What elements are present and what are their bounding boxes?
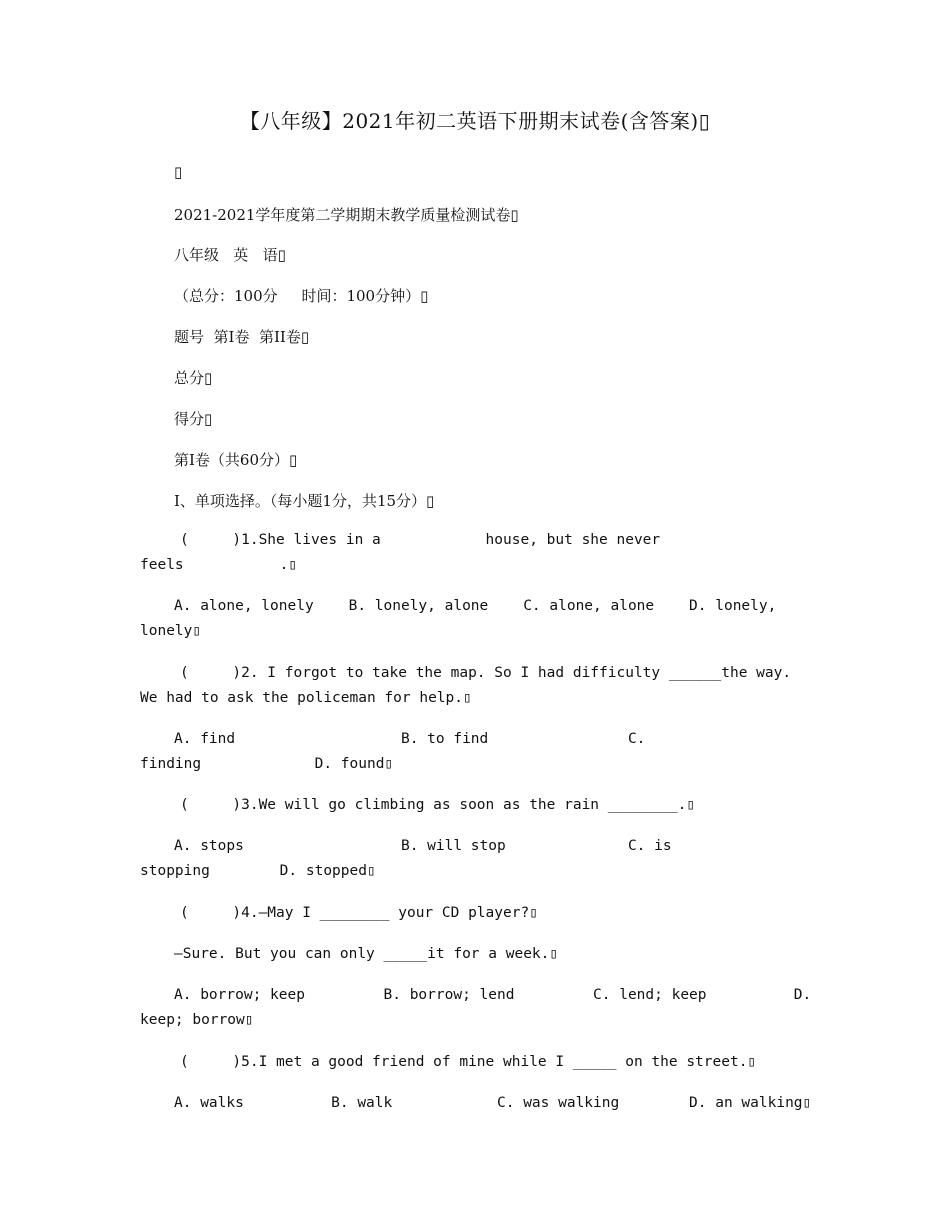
question-4-stem: ( )4.—May I ________ your CD player?▯ <box>180 905 538 921</box>
question-3-stem: ( )3.We will go climbing as soon as the rain ________.▯ <box>180 797 696 813</box>
question-1-stem-cont: feels .▯ <box>140 557 298 573</box>
grade-subject: 八年级 英 语▯ <box>174 246 286 264</box>
exam-name: 2021-2021学年度第二学期期末教学质量检测试卷▯ <box>174 206 519 224</box>
score-table-total: 总分▯ <box>174 369 213 387</box>
question-1-options-cont: lonely▯ <box>140 623 202 639</box>
question-1-options: A. alone, lonely B. lonely, alone C. alone, alone D. lonely, <box>174 598 777 614</box>
score-table-got: 得分▯ <box>174 410 213 428</box>
score-time: （总分：100分 时间：100分钟）▯ <box>174 287 429 305</box>
question-3-options: A. stops B. will stop C. is <box>174 838 672 854</box>
question-4-options-cont: keep; borrow▯ <box>140 1012 254 1028</box>
blank-line-mark: ▯ <box>174 163 183 181</box>
question-2-stem: ( )2. I forgot to take the map. So I had difficulty ______the way. <box>180 665 792 681</box>
part-one-heading: Ⅰ、单项选择。（每小题1分，共15分）▯ <box>174 492 435 510</box>
question-2-options: A. find B. to find C. <box>174 731 646 747</box>
question-4-reply: —Sure. But you can only _____it for a week.▯ <box>174 946 559 962</box>
question-2-stem-cont: We had to ask the policeman for help.▯ <box>140 690 472 706</box>
document-title: 【八年级】2021年初二英语下册期末试卷(含答案)▯ <box>239 109 711 133</box>
question-5-options: A. walks B. walk C. was walking D. an walking▯ <box>174 1095 812 1111</box>
score-table-header: 题号 第Ⅰ卷 第II卷▯ <box>174 328 310 346</box>
question-3-options-cont: stopping D. stopped▯ <box>140 863 376 879</box>
question-2-options-cont: finding D. found▯ <box>140 756 394 772</box>
question-4-options: A. borrow; keep B. borrow; lend C. lend; keep D. <box>174 987 812 1003</box>
section-one-heading: 第Ⅰ卷（共60分）▯ <box>174 451 298 469</box>
question-5-stem: ( )5.I met a good friend of mine while I _____ on the street.▯ <box>180 1054 757 1070</box>
question-1-stem: ( )1.She lives in a house, but she never <box>180 532 661 548</box>
